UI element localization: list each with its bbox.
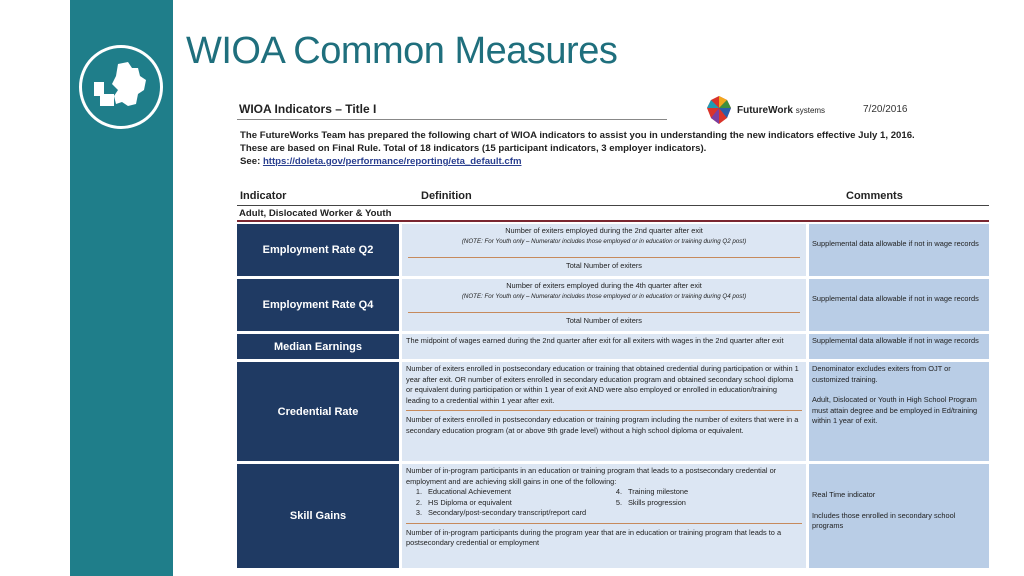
indicator-name: Median Earnings <box>237 334 399 359</box>
item-number: 2. <box>415 497 422 507</box>
heading-rule <box>237 119 667 120</box>
indicator-name: Employment Rate Q4 <box>237 279 399 331</box>
col-header-definition: Definition <box>421 190 472 202</box>
skill-intro: Number of in-program participants in an education or training program that leads to a postsecondary credential or employment and are achieving skill gains in one of the following: <box>406 466 777 486</box>
col-header-comments: Comments <box>846 190 903 202</box>
item-text: Secondary/post-secondary transcript/report card <box>428 508 587 517</box>
indicator-name: Employment Rate Q2 <box>237 224 399 276</box>
denominator-text: Number of in-program participants during the program year that are in education or training program that leads to a postsecondary credential or employment <box>406 527 782 547</box>
indicator-name: Skill Gains <box>237 464 399 568</box>
definition-cell <box>402 224 806 276</box>
fraction-line <box>408 312 800 313</box>
item-text: Skills progression <box>628 497 686 507</box>
numerator-text: Number of exiters employed during the 2nd quarter after exit <box>505 226 703 235</box>
skill-list-item <box>406 487 606 498</box>
definition-cell <box>402 279 806 331</box>
section-label: Adult, Dislocated Worker & Youth <box>239 208 392 219</box>
intro-line-3: See: https://doleta.gov/performance/reporting/eta_default.cfm <box>240 156 522 167</box>
youth-note: (NOTE: For Youth only – Numerator includes those employed or in education or training during Q4 post) <box>461 292 747 300</box>
skill-list-item <box>606 498 796 509</box>
row-credential-rate <box>237 362 989 461</box>
comment-line-2: Includes those enrolled in secondary school programs <box>812 510 956 530</box>
skill-list-item <box>406 508 606 519</box>
intro-line-2: These are based on Final Rule. Total of 18 indicators (15 participant indicators, 3 employer indicators). <box>240 143 707 154</box>
comment-cell: Supplemental data allowable if not in wage records <box>809 224 989 276</box>
row-employment-q4 <box>237 279 989 331</box>
row-skill-gains <box>237 464 989 568</box>
row-employment-q2 <box>237 224 989 276</box>
item-number: 5. <box>615 497 622 507</box>
item-number: 4. <box>615 487 622 496</box>
definition-cell <box>402 362 806 461</box>
denominator-text: Number of exiters enrolled in postsecondary education or training program including the number of exiters that were in a secondary education program (at or above 9th grade level) without a high school diploma or equivalent. <box>406 415 799 435</box>
skill-list-item <box>406 498 606 509</box>
skill-list <box>406 487 802 519</box>
numerator-text: Number of exiters employed during the 4th quarter after exit <box>506 281 702 290</box>
comment-line-1: Real Time indicator <box>812 490 876 499</box>
denominator-text: Total Number of exiters <box>566 261 642 270</box>
fraction-line <box>408 257 800 258</box>
document-date: 7/20/2016 <box>863 104 908 115</box>
item-text: Educational Achievement <box>428 487 511 496</box>
document-heading: WIOA Indicators – Title I <box>239 102 377 116</box>
indicator-name: Credential Rate <box>237 362 399 461</box>
skill-list-left <box>406 487 606 519</box>
indicators-document <box>237 92 989 568</box>
comment-cell <box>809 464 989 568</box>
item-text: HS Diploma or equivalent <box>428 497 512 507</box>
fraction-line <box>406 410 802 411</box>
denominator-text: Total Number of exiters <box>566 316 642 325</box>
comment-line-2: Adult, Dislocated or Youth in High School Program must attain degree and be employed in Ed/training within 1 year of exit. <box>812 395 978 425</box>
youth-note: (NOTE: For Youth only – Numerator includes those employed or in education or training during Q2 post) <box>461 237 747 245</box>
state-map-icon <box>88 54 154 120</box>
numerator-text: Number of exiters enrolled in postsecondary education or training that obtained credential during participation or within 1 year after exit. OR number of exiters enrolled in secondary education program and obtained secondary school diploma or equivalent during participation or within 1 year of exit AND were also employed or enrolled in education/training leading to a credential within 1 year after exit. <box>406 364 799 405</box>
item-number: 3. <box>415 508 422 517</box>
row-median-earnings <box>237 334 989 359</box>
header-rule <box>237 205 989 206</box>
state-map-logo <box>79 45 163 129</box>
item-text: Training milestone <box>628 487 689 496</box>
comment-cell <box>809 362 989 461</box>
item-number: 1. <box>415 487 422 496</box>
comment-cell: Supplemental data allowable if not in wage records <box>809 334 989 359</box>
comment-line-1: Denominator excludes exiters from OJT or customized training. <box>812 364 951 384</box>
sidebar-band <box>70 0 173 576</box>
slide-title: WIOA Common Measures <box>186 30 618 72</box>
col-header-indicator: Indicator <box>240 190 287 202</box>
definition-cell: The midpoint of wages earned during the 2nd quarter after exit for all exiters with wages in the 2nd quarter after exit <box>402 334 806 359</box>
definition-cell <box>402 464 806 568</box>
section-rule <box>237 220 989 222</box>
skill-list-right <box>606 487 796 519</box>
intro-line-1: The FutureWorks Team has prepared the following chart of WIOA indicators to assist you in understanding the new indicators effective July 1, 2016. <box>240 130 915 141</box>
intro-text <box>240 129 985 168</box>
comment-cell: Supplemental data allowable if not in wage records <box>809 279 989 331</box>
skill-list-item <box>606 487 796 498</box>
brand-name: FutureWork systems <box>737 105 826 116</box>
doleta-link[interactable]: https://doleta.gov/performance/reporting/eta_default.cfm <box>262 156 522 167</box>
fraction-line <box>406 523 802 524</box>
